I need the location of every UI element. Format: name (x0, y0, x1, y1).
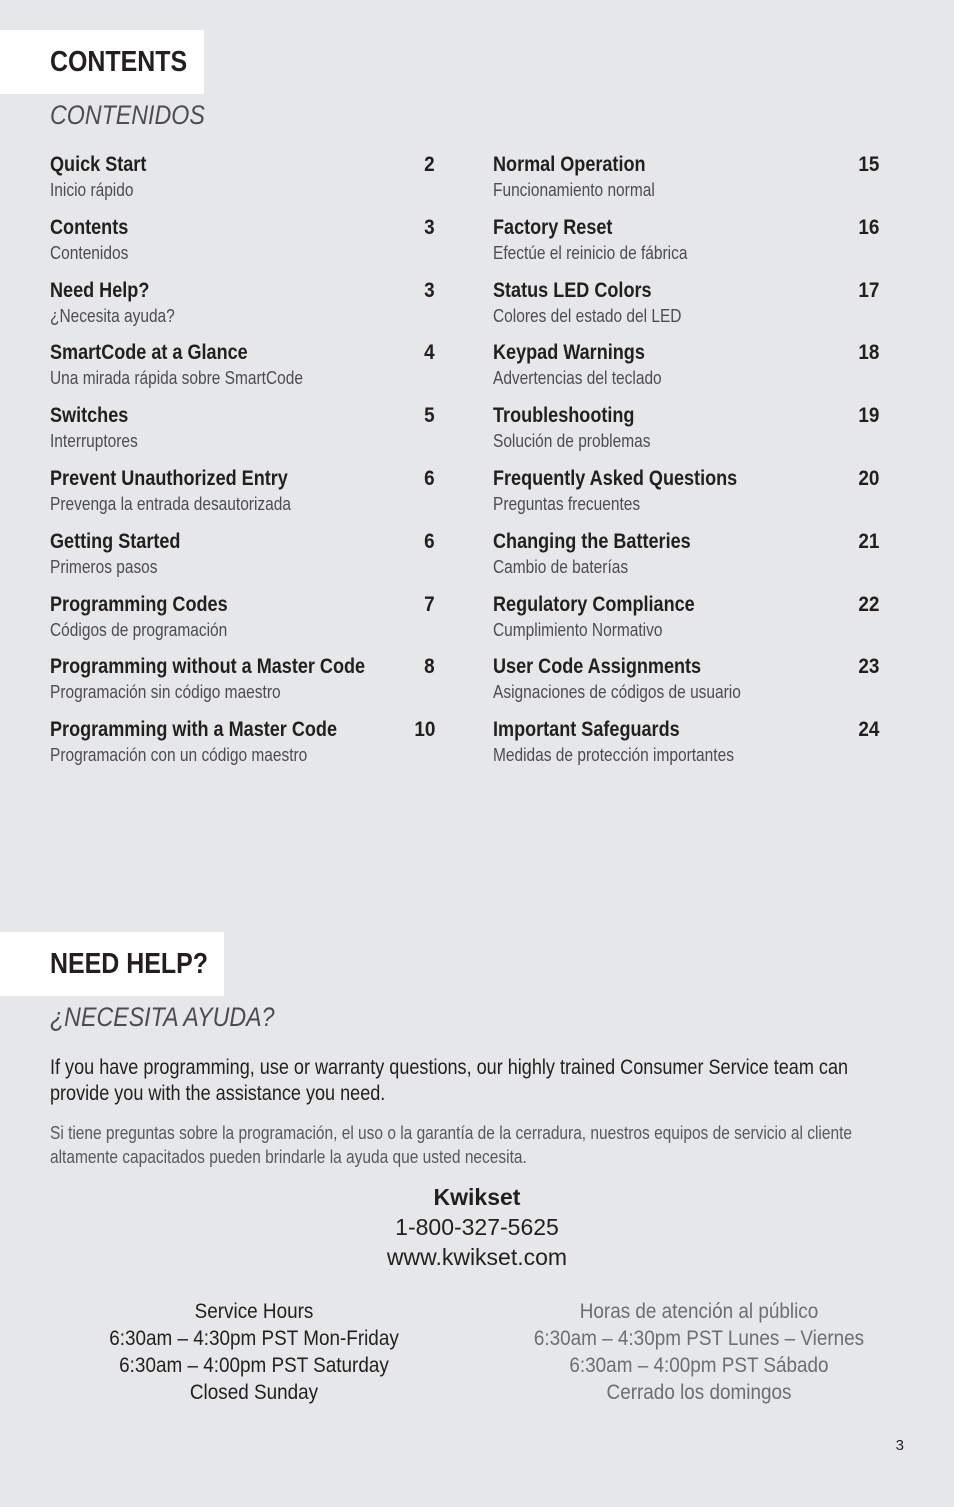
toc-entry-subtitle: Cumplimiento Normativo (493, 619, 663, 640)
toc-entry-page-number: 24 (857, 718, 879, 742)
toc-entry-page-number: 5 (424, 404, 435, 428)
toc-entry-title: Status LED Colors (493, 278, 652, 302)
toc-left-column (50, 153, 435, 781)
toc-entry-title: Prevent Unauthorized Entry (50, 466, 288, 490)
toc-entry[interactable] (493, 279, 879, 342)
toc-entry-subtitle: Programación sin código maestro (50, 682, 281, 703)
toc-entry[interactable] (493, 718, 879, 781)
toc-entry-title: Changing the Batteries (493, 529, 691, 553)
toc-entry-page-number: 20 (857, 466, 879, 490)
page-number: 3 (895, 1437, 904, 1454)
toc-entry-page-number: 23 (857, 655, 879, 679)
toc-entry[interactable] (493, 467, 879, 530)
toc-entry[interactable] (50, 279, 435, 342)
toc-entry[interactable] (50, 341, 435, 404)
toc-entry[interactable] (50, 404, 435, 467)
toc-entry-title: Contents (50, 215, 129, 239)
need-help-heading: NEED HELP? (50, 947, 208, 980)
hours-line: 6:30am – 4:30pm PST Lunes – Viernes (533, 1327, 865, 1350)
toc-entry-page-number: 18 (857, 341, 879, 365)
toc-entry[interactable] (50, 467, 435, 530)
toc-entry-subtitle: Colores del estado del LED (493, 305, 682, 326)
toc-entry-subtitle: ¿Necesita ayuda? (50, 305, 175, 326)
toc-entry-title: SmartCode at a Glance (50, 341, 248, 365)
toc-entry[interactable] (50, 216, 435, 279)
contact-block (0, 1182, 954, 1272)
toc-entry[interactable] (50, 530, 435, 593)
toc-entry-title: Programming with a Master Code (50, 718, 338, 742)
toc-entry-page-number: 17 (857, 278, 879, 302)
toc-entry[interactable] (50, 153, 435, 216)
toc-entry-title: Getting Started (50, 529, 181, 553)
toc-entry[interactable] (50, 593, 435, 656)
contents-heading-tab (0, 30, 204, 94)
toc-entry-subtitle: Prevenga la entrada desautorizada (50, 493, 291, 514)
toc-entry-page-number: 3 (424, 278, 435, 302)
service-hours-english (44, 1298, 464, 1406)
contents-subheading: CONTENIDOS (50, 100, 205, 130)
hours-line: 6:30am – 4:30pm PST Mon-Friday (109, 1327, 399, 1350)
toc-entry-subtitle: Asignaciones de códigos de usuario (493, 682, 741, 703)
toc-entry-subtitle: Inicio rápido (50, 180, 134, 200)
contents-heading: CONTENTS (50, 45, 188, 78)
toc-entry-page-number: 6 (424, 529, 435, 553)
toc-entry[interactable] (493, 530, 879, 593)
hours-line: Cerrado los domingos (606, 1381, 792, 1404)
phone-number[interactable]: 1-800-327-5625 (395, 1214, 559, 1240)
toc-entry-page-number: 8 (424, 655, 435, 679)
toc-entry-subtitle: Medidas de protección importantes (493, 745, 734, 766)
toc-entry-title: Troubleshooting (493, 404, 635, 428)
toc-entry-subtitle: Solución de problemas (493, 431, 651, 452)
toc-entry-title: Programming without a Master Code (50, 655, 366, 679)
toc-entry-page-number: 22 (857, 592, 879, 616)
need-help-heading-tab (0, 932, 224, 996)
toc-entry-page-number: 6 (424, 466, 435, 490)
toc-entry-page-number: 19 (857, 404, 879, 428)
toc-entry[interactable] (50, 718, 435, 781)
toc-right-column (493, 153, 879, 781)
toc-entry-page-number: 10 (413, 718, 435, 742)
toc-entry-title: Programming Codes (50, 592, 228, 616)
hours-line: Closed Sunday (189, 1381, 319, 1404)
toc-entry[interactable] (493, 341, 879, 404)
toc-entry-page-number: 3 (424, 215, 435, 239)
toc-entry-subtitle: Preguntas frecuentes (493, 493, 641, 514)
toc-entry-title: Factory Reset (493, 215, 613, 239)
toc-entry-title: Frequently Asked Questions (493, 466, 738, 490)
toc-entry-title: Important Safeguards (493, 718, 680, 742)
toc-entry-subtitle: Funcionamiento normal (493, 180, 655, 200)
toc-entry[interactable] (493, 404, 879, 467)
toc-entry-subtitle: Interruptores (50, 431, 138, 452)
toc-entry[interactable] (50, 655, 435, 718)
toc-entry-subtitle: Primeros pasos (50, 556, 158, 577)
toc-entry-title: Normal Operation (493, 153, 646, 176)
hours-line: Service Hours (194, 1300, 314, 1323)
toc-entry[interactable] (493, 216, 879, 279)
need-help-subheading: ¿NECESITA AYUDA? (50, 1002, 275, 1032)
toc-entry[interactable] (493, 593, 879, 656)
help-text-spanish: Si tiene preguntas sobre la programación, el uso o la garantía de la cerradura, nuestros equipos de servicio al cliente altamente capacitados pueden brindarle la ayuda que usted necesita. (50, 1123, 852, 1167)
hours-line: Horas de atención al público (579, 1300, 819, 1323)
hours-line: 6:30am – 4:00pm PST Sábado (569, 1354, 829, 1377)
toc-entry-subtitle: Efectúe el reinicio de fábrica (493, 242, 688, 263)
service-hours-spanish (489, 1298, 909, 1406)
toc-entry-title: Quick Start (50, 153, 147, 176)
toc-entry-title: User Code Assignments (493, 655, 702, 679)
website-link[interactable]: www.kwikset.com (386, 1244, 568, 1270)
toc-entry-title: Switches (50, 404, 129, 428)
toc-entry-page-number: 16 (857, 215, 879, 239)
help-text-english: If you have programming, use or warranty questions, our highly trained Consumer Service team can provide you with the assistance you need. (50, 1056, 849, 1105)
toc-entry-subtitle: Una mirada rápida sobre SmartCode (50, 368, 303, 389)
toc-entry-page-number: 7 (424, 592, 435, 616)
toc-entry-subtitle: Cambio de baterías (493, 556, 629, 577)
toc-entry-page-number: 4 (424, 341, 435, 365)
toc-entry-page-number: 15 (857, 153, 879, 176)
toc-entry-subtitle: Códigos de programación (50, 619, 228, 640)
toc-entry-subtitle: Contenidos (50, 242, 129, 263)
toc-entry-subtitle: Programación con un código maestro (50, 745, 308, 766)
toc-entry-subtitle: Advertencias del teclado (493, 368, 662, 389)
toc-entry-title: Keypad Warnings (493, 341, 645, 365)
toc-entry-page-number: 21 (857, 529, 879, 553)
toc-entry-title: Regulatory Compliance (493, 592, 695, 616)
toc-entry[interactable] (493, 655, 879, 718)
toc-entry-title: Need Help? (50, 278, 150, 302)
toc-entry[interactable] (493, 153, 879, 216)
hours-line: 6:30am – 4:00pm PST Saturday (119, 1354, 389, 1377)
toc-entry-page-number: 2 (424, 153, 435, 176)
brand-name: Kwikset (433, 1184, 521, 1210)
